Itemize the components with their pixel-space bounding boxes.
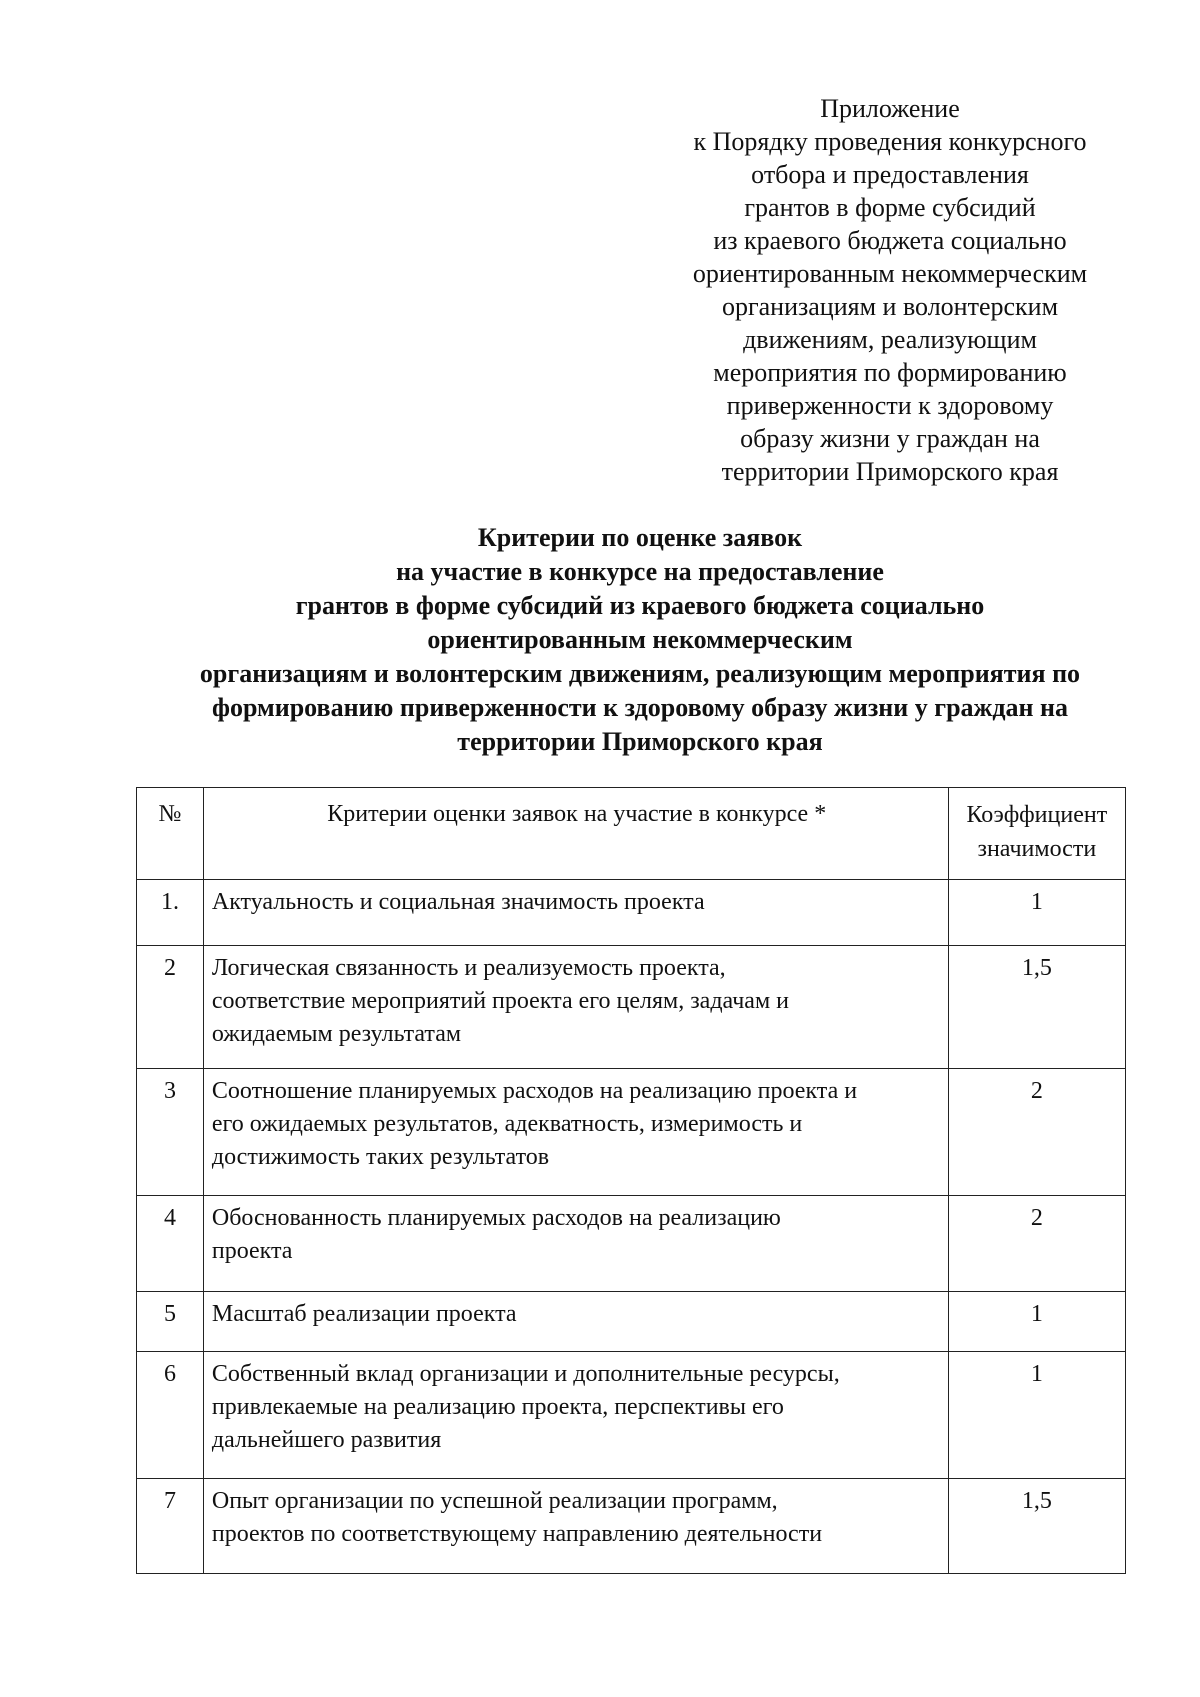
row-criterion <box>203 1292 948 1352</box>
appendix-line: грантов в форме субсидий <box>744 193 1036 222</box>
appendix-heading <box>640 92 1140 488</box>
criterion-line: Опыт организации по успешной реализации программ, <box>211 1488 778 1514</box>
title-line: формированию приверженности к здоровому образу жизни у граждан на <box>211 693 1069 722</box>
criterion-line: привлекаемые на реализацию проекта, перспективы его <box>211 1394 784 1420</box>
table-row <box>137 1352 1126 1479</box>
appendix-line: Приложение <box>820 94 960 123</box>
appendix-line: территории Приморского края <box>721 457 1059 486</box>
criterion-line: его ожидаемых результатов, адекватность, измеримость и <box>211 1111 803 1137</box>
criterion-line: Обоснованность планируемых расходов на реализацию <box>211 1205 781 1231</box>
row-number: 4 <box>137 1196 204 1292</box>
row-criterion <box>203 1196 948 1292</box>
appendix-line: отбора и предоставления <box>751 160 1029 189</box>
table-row <box>137 1292 1126 1352</box>
row-number: 3 <box>137 1069 204 1196</box>
appendix-line: организациям и волонтерским <box>721 292 1059 321</box>
table-row <box>137 1069 1126 1196</box>
table-row <box>137 1196 1126 1292</box>
criterion-line: достижимость таких результатов <box>211 1144 550 1170</box>
row-coefficient: 2 <box>948 1069 1125 1196</box>
row-coefficient: 1 <box>948 1352 1125 1479</box>
appendix-line: ориентированным некоммерческим <box>692 259 1088 288</box>
title-line: организациям и волонтерским движениям, реализующим мероприятия по <box>199 659 1081 688</box>
criterion-line: Актуальность и социальная значимость проекта <box>211 889 705 915</box>
table-row <box>137 880 1126 946</box>
header-criterion: Критерии оценки заявок на участие в конкурсе * <box>203 788 948 880</box>
criterion-line: дальнейшего развития <box>211 1427 442 1453</box>
appendix-line: образу жизни у граждан на <box>740 424 1040 453</box>
criterion-line: ожидаемым результатам <box>211 1021 462 1047</box>
table-row <box>137 946 1126 1069</box>
title-line: ориентированным некоммерческим <box>427 625 853 654</box>
header-coefficient <box>948 788 1125 880</box>
row-criterion <box>203 880 948 946</box>
appendix-line: мероприятия по формированию <box>713 358 1067 387</box>
row-number: 6 <box>137 1352 204 1479</box>
row-criterion <box>203 1352 948 1479</box>
document-title <box>100 521 1180 759</box>
row-coefficient: 2 <box>948 1196 1125 1292</box>
row-criterion <box>203 946 948 1069</box>
criterion-line: Масштаб реализации проекта <box>211 1301 517 1327</box>
table-row <box>137 1479 1126 1574</box>
table-header-row <box>137 788 1126 880</box>
appendix-line: из краевого бюджета социально <box>713 226 1067 255</box>
row-number: 5 <box>137 1292 204 1352</box>
row-coefficient: 1 <box>948 880 1125 946</box>
title-line: Критерии по оценке заявок <box>477 523 803 552</box>
appendix-line: к Порядку проведения конкурсного <box>693 127 1087 156</box>
appendix-line: приверженности к здоровому <box>726 391 1054 420</box>
header-coefficient-line: Коэффициент <box>966 802 1108 828</box>
criterion-line: Собственный вклад организации и дополнительные ресурсы, <box>211 1361 840 1387</box>
row-number: 2 <box>137 946 204 1069</box>
title-line: территории Приморского края <box>457 727 823 756</box>
row-coefficient: 1,5 <box>948 1479 1125 1574</box>
header-number: № <box>137 788 204 880</box>
header-coefficient-line: значимости <box>977 836 1097 862</box>
title-line: грантов в форме субсидий из краевого бюджета социально <box>295 591 985 620</box>
criterion-line: проектов по соответствующему направлению деятельности <box>211 1521 823 1547</box>
criterion-line: Соотношение планируемых расходов на реализацию проекта и <box>211 1078 858 1104</box>
criteria-table <box>136 787 1126 1574</box>
criterion-line: Логическая связанность и реализуемость проекта, <box>211 955 726 981</box>
row-criterion <box>203 1479 948 1574</box>
criterion-line: соответствие мероприятий проекта его целям, задачам и <box>211 988 789 1014</box>
row-number: 7 <box>137 1479 204 1574</box>
criterion-line: проекта <box>211 1238 293 1264</box>
appendix-line: движениям, реализующим <box>743 325 1037 354</box>
row-coefficient: 1 <box>948 1292 1125 1352</box>
row-coefficient: 1,5 <box>948 946 1125 1069</box>
row-criterion <box>203 1069 948 1196</box>
title-line: на участие в конкурсе на предоставление <box>396 557 884 586</box>
row-number: 1. <box>137 880 204 946</box>
